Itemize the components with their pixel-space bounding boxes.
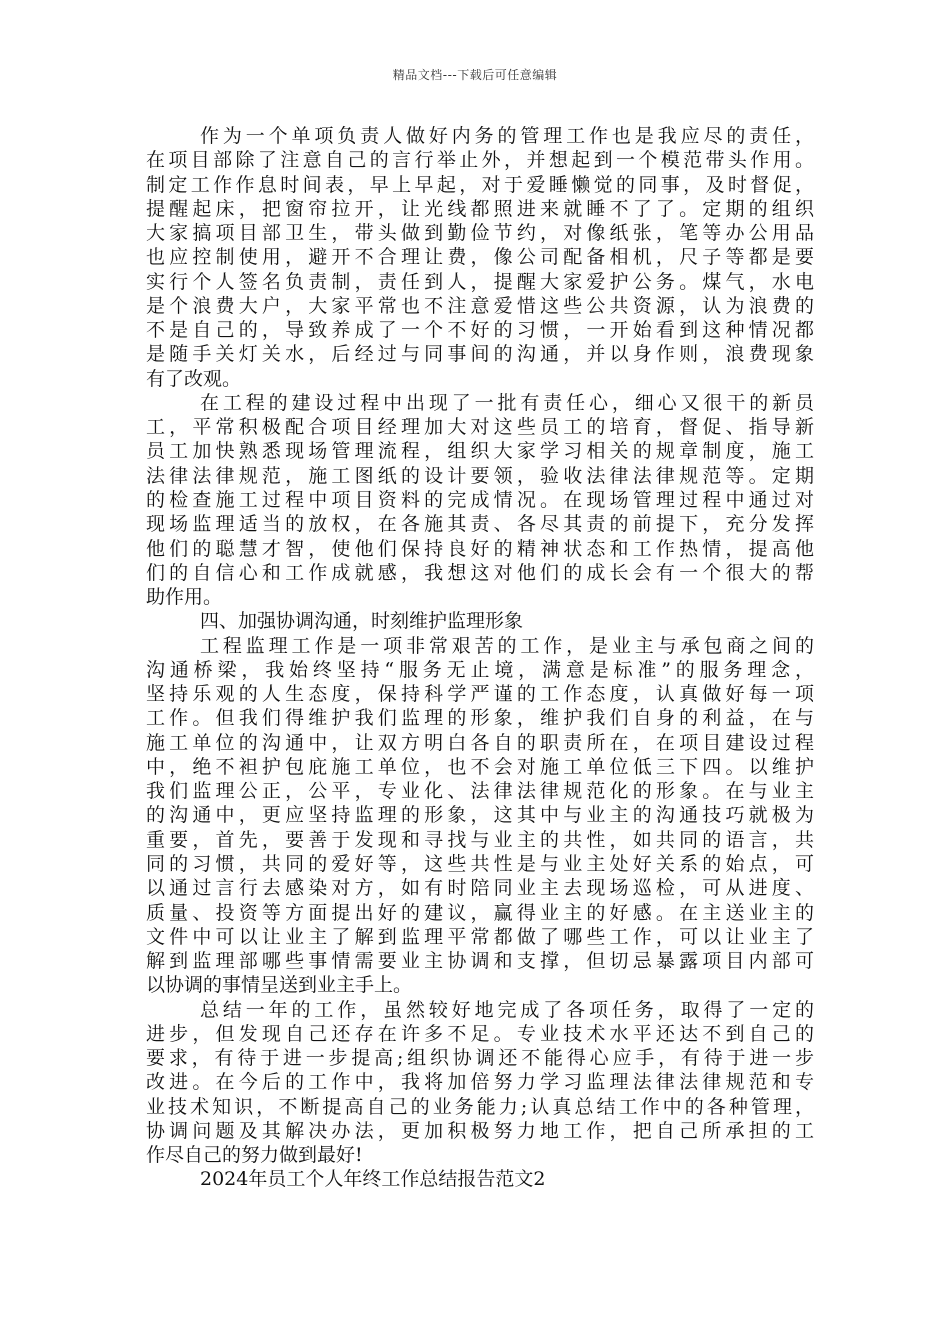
text-line: 施工单位的沟通中，让双方明白各自的职责所在，在项目建设过程 bbox=[146, 731, 814, 754]
text-line: 以协调的事情呈送到业主手上。 bbox=[146, 974, 413, 997]
text-line: 在工程的建设过程中出现了一批有责任心，细心又很干的新员 bbox=[200, 391, 814, 414]
paragraph bbox=[146, 124, 814, 391]
text-line: 文件中可以让业主了解到监理平常都做了哪些工作，可以让业主了 bbox=[146, 925, 814, 948]
text-line: 作为一个单项负责人做好内务的管理工作也是我应尽的责任， bbox=[200, 125, 814, 147]
text-line: 是随手关灯关水，后经过与同事间的沟通，并以身作则，浪费现象 bbox=[146, 343, 814, 366]
text-line: 提醒起床，把窗帘拉开，让光线都照进来就睡不了了。定期的组织 bbox=[146, 197, 814, 220]
paragraph bbox=[146, 1167, 814, 1191]
text-line: 改进。在今后的工作中，我将加倍努力学习监理法律法律规范和专 bbox=[146, 1071, 814, 1094]
page-header: 精品文档---下载后可任意编辑 bbox=[392, 68, 558, 82]
text-line: 工程监理工作是一项非常艰苦的工作，是业主与承包商之间的 bbox=[200, 634, 814, 657]
text-line: 进步，但发现自己还存在许多不足。专业技术水平还达不到自己的 bbox=[146, 1022, 814, 1045]
text-line: 重要，首先，要善于发现和寻找与业主的共性，如共同的语言，共 bbox=[146, 828, 814, 851]
text-line: 他们的聪慧才智，使他们保持良好的精神状态和工作热情，提高他 bbox=[146, 537, 814, 560]
text-line: 法律法律规范，施工图纸的设计要领，验收法律法律规范等。定期 bbox=[146, 464, 814, 487]
text-line: 坚持乐观的人生态度，保持科学严谨的工作态度，认真做好每一项 bbox=[146, 683, 814, 706]
paragraph bbox=[146, 391, 814, 609]
text-line: 现场监理适当的放权，在各施其责、各尽其责的前提下，充分发挥 bbox=[146, 513, 814, 536]
text-line: 工作。但我们得维护我们监理的形象，维护我们自身的利益，在与 bbox=[146, 707, 814, 730]
text-line: 2024年员工个人年终工作总结报告范文2 bbox=[200, 1168, 546, 1191]
text-line: 有了改观。 bbox=[146, 367, 242, 390]
text-line: 我们监理公正，公平，专业化、法律法律规范化的形象。在与业主 bbox=[146, 780, 814, 803]
text-line: 助作用。 bbox=[146, 586, 223, 609]
text-line: 在项目部除了注意自己的言行举止外，并想起到一个模范带头作用。 bbox=[146, 149, 814, 172]
text-line: 四、加强协调沟通，时刻维护监理形象 bbox=[200, 610, 524, 633]
text-line: 不是自己的，导致养成了一个不好的习惯，一开始看到这种情况都 bbox=[146, 319, 814, 342]
text-line: 们的自信心和工作成就感，我想这对他们的成长会有一个很大的帮 bbox=[146, 561, 814, 584]
text-line: 大家搞项目部卫生，带头做到勤俭节约，对像纸张，笔等办公用品 bbox=[146, 222, 814, 245]
text-line: 以通过言行去感染对方，如有时陪同业主去现场巡检，可从进度、 bbox=[146, 877, 814, 900]
text-line: 中，绝不袒护包庇施工单位，也不会对施工单位低三下四。以维护 bbox=[146, 755, 814, 778]
paragraph bbox=[146, 634, 814, 998]
text-line: 制定工作作息时间表，早上早起，对于爱睡懒觉的同事，及时督促， bbox=[146, 173, 814, 196]
text-line: 作尽自己的努力做到最好! bbox=[146, 1144, 363, 1167]
text-line: 的沟通中，更应坚持监理的形象，这其中与业主的沟通技巧就极为 bbox=[146, 804, 814, 827]
text-line: 也应控制使用，避开不合理让费，像公司配备相机，尺子等都是要 bbox=[146, 246, 814, 269]
text-line: 要求，有待于进一步提高;组织协调还不能得心应手，有待于进一步 bbox=[146, 1047, 814, 1070]
paragraph bbox=[146, 609, 814, 633]
document-body bbox=[146, 124, 814, 1192]
paragraph bbox=[146, 998, 814, 1168]
text-line: 是个浪费大户，大家平常也不注意爱惜这些公共资源，认为浪费的 bbox=[146, 294, 814, 317]
text-line: 质量、投资等方面提出好的建议，赢得业主的好感。在主送业主的 bbox=[146, 901, 814, 924]
text-line: 业技术知识，不断提高自己的业务能力;认真总结工作中的各种管理， bbox=[146, 1095, 814, 1118]
text-line: 沟通桥梁，我始终坚持“服务无止境，满意是标准”的服务理念， bbox=[146, 658, 814, 681]
text-line: 解到监理部哪些事情需要业主协调和支撑，但切忌暴露项目内部可 bbox=[146, 950, 814, 973]
text-line: 的检查施工过程中项目资料的完成情况。在现场管理过程中通过对 bbox=[146, 488, 814, 511]
text-line: 同的习惯，共同的爱好等，这些共性是与业主处好关系的始点，可 bbox=[146, 852, 814, 875]
text-line: 员工加快熟悉现场管理流程，组织大家学习相关的规章制度，施工 bbox=[146, 440, 814, 463]
text-line: 实行个人签名负责制，责任到人，提醒大家爱护公务。煤气，水电 bbox=[146, 270, 814, 293]
text-line: 总结一年的工作，虽然较好地完成了各项任务，取得了一定的 bbox=[200, 998, 814, 1021]
text-line: 协调问题及其解决办法，更加积极努力地工作，把自己所承担的工 bbox=[146, 1119, 814, 1142]
text-line: 工，平常积极配合项目经理加大对这些员工的培育，督促、指导新 bbox=[146, 416, 814, 439]
